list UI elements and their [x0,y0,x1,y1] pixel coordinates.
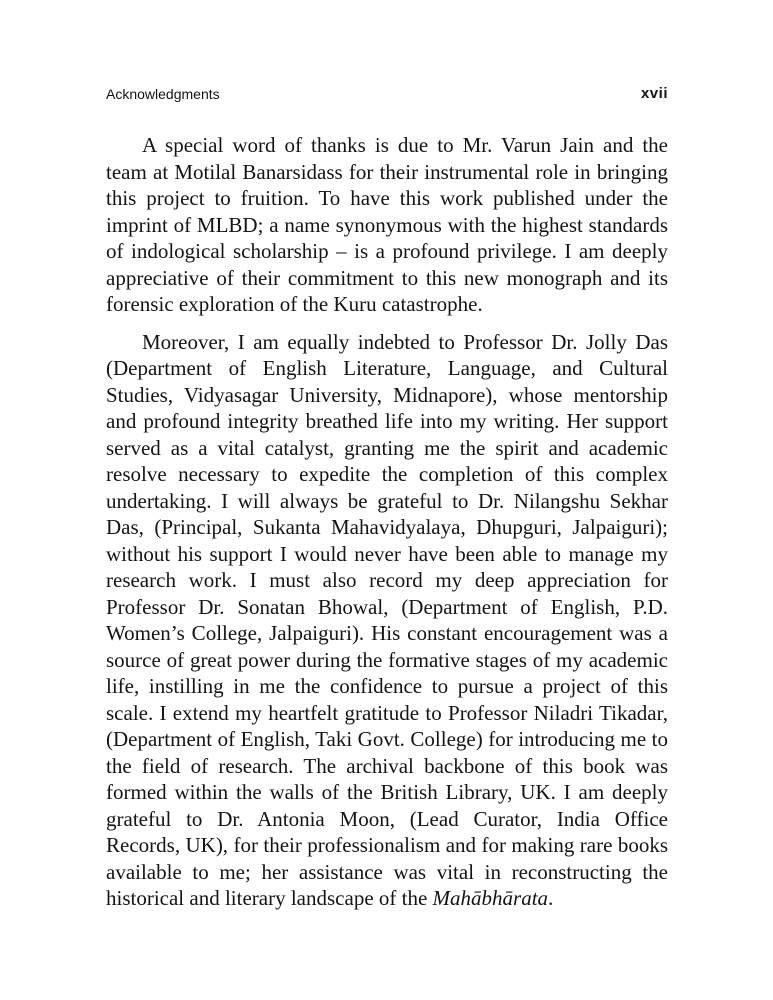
running-head [106,84,668,104]
paragraph-mentors-thanks [106,329,668,912]
paragraph-text: Moreover, I am equally indebted to Professor Dr. Jolly Das (Department of English Literature, Language, and Cultural Studies, Vidyasagar University, Midnapore), whose mentorship and profound integrity breathed life into my writing. Her support served as a vital catalyst, granting me the spirit and academic resolve necessary to expedite the completion of this complex undertaking. I will always be grateful to Dr. Nilangshu Sekhar Das, (Principal, Sukanta Mahavidyalaya, Dhupguri, Jalpaiguri); without his support I would never have been able to manage my research work. I must also record my deep appreciation for Professor Dr. Sonatan Bhowal, (Department of English, P.D. Women’s College, Jalpaiguri). His constant encouragement was a source of great power during the formative stages of my academic life, instilling in me the confidence to pursue a project of this scale. I extend my heartfelt gratitude to Professor Niladri Tikadar, (Department of English, Taki Govt. College) for introducing me to the field of research. The archival backbone of this book was formed within the walls of the British Library, UK. I am deeply grateful to Dr. Antonia Moon, (Lead Curator, India Office Records, UK), for their professionalism and for making rare books available to me; her assistance was vital in reconstructing the historical and literary landscape of the [106,329,668,910]
body-text [106,132,668,923]
running-title: Acknowledgments [106,86,220,102]
paragraph-publisher-thanks [106,132,668,318]
page-number: xvii [640,85,668,102]
paragraph-text: A special word of thanks is due to Mr. Varun Jain and the team at Motilal Banarsidass for their instrumental role in bringing this project to fruition. To have this work published under the imprint of MLBD; a name synonymous with the highest standards of indological scholarship – is a profound privilege. I am deeply appreciative of their commitment to this new monograph and its forensic exploration of the Kuru catastrophe. [106,133,668,316]
italic-title: Mahābhārata [432,886,549,910]
sentence-end: . [548,886,554,910]
